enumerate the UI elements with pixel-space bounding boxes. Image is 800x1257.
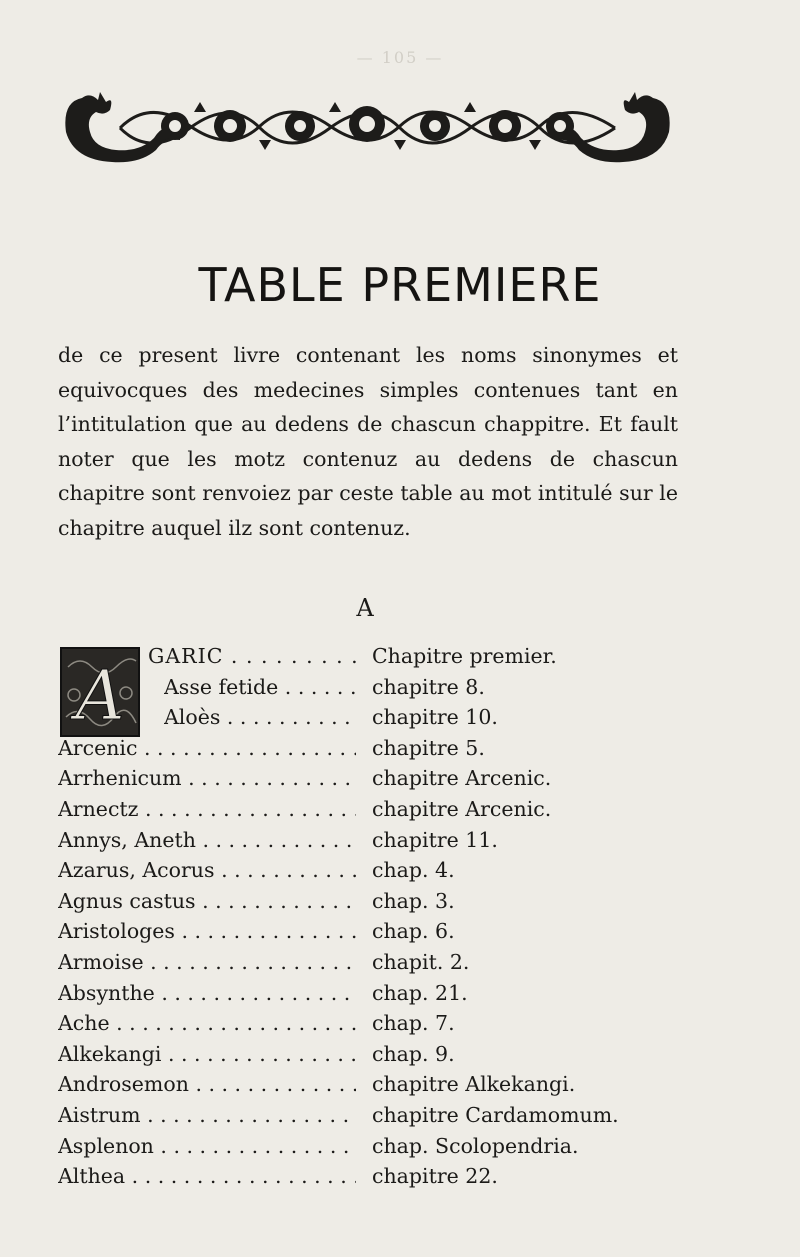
entry-name: Aloès . . . [164,705,356,729]
entry-chapter-ref: chapitre Arcenic. [372,766,552,791]
index-entry [0,981,800,1012]
entry-chapter-ref: chapitre Cardamomum. [372,1103,619,1127]
entry-chapter-ref: chapitre 22. [372,1164,498,1189]
index-entry [0,675,800,706]
entry-chapter-ref: chapitre 11. [372,827,498,852]
index-entry [0,644,800,675]
ornamental-banner [60,88,675,166]
entry-chapter-ref: Chapitre premier. [372,644,557,668]
index-entry [0,736,800,767]
intro-paragraph [58,338,678,545]
intro-text: de ce present livre contenant les noms sinonymes et equivocques des medecines simples contenues tant en l’intitulation que au dedens de chascun chappitre. Et fault noter que les motz contenuz au dedens de chascun chapitre sont renvoiez par ceste table au mot intitulé sur le chapitre auquel ilz sont contenuz. [58,343,678,540]
index-entry [0,828,800,859]
entry-name: Asplenon . . . [58,1134,356,1158]
entry-name: Arnectz . . . [58,797,356,821]
entry-chapter-ref: chap. 3. [372,888,455,913]
entry-chapter-ref: chapitre 5. [372,735,485,760]
entry-name: Agnus castus . . . [58,889,356,913]
entry-chapter-ref: chap. 9. [372,1041,455,1066]
entry-chapter-ref: chapit. 2. [372,950,470,974]
entry-chapter-ref: chapitre 8. [372,674,485,699]
entry-chapter-ref: chapitre Alkekangi. [372,1072,576,1097]
entry-name: Aristologes . . . [58,919,356,943]
index-entry [0,858,800,889]
entry-name: GARIC . . . [148,644,356,668]
entry-chapter-ref: chap. 6. [372,919,455,944]
index-entry [0,797,800,828]
index-entry [0,889,800,920]
index-entry [0,919,800,950]
entry-chapter-ref: chap. 7. [372,1011,455,1036]
section-letter: A [356,594,374,622]
page-title: TABLE PREMIERE [198,258,602,312]
index-entry [0,766,800,797]
entry-name: Aistrum . . . [58,1103,356,1127]
index-entry [0,1011,800,1042]
entry-chapter-ref: chap. 21. [372,980,468,1005]
entry-name: Azarus, Acorus . . . [58,858,356,882]
index-entry [0,1134,800,1165]
entry-chapter-ref: chapitre 10. [372,705,498,730]
entry-chapter-ref: chapitre Arcenic. [372,797,552,821]
index-entry [0,950,800,981]
entry-name: Arrhenicum . . . [58,766,356,790]
entry-name: Arcenic . . . [58,736,356,760]
entry-name: Alkekangi . . . [58,1042,356,1066]
index-entry [0,1164,800,1195]
dropcap-letter: A [75,657,125,736]
entry-name: Althea . . . [58,1164,356,1188]
entry-name: Absynthe . . . [58,981,356,1005]
entry-name: Ache . . . [58,1011,356,1035]
entry-chapter-ref: chap. 4. [372,858,455,883]
entry-chapter-ref: chap. Scolopendria. [372,1133,579,1158]
page-number: — 105 — [356,48,444,67]
index-entry [0,705,800,736]
index-entry [0,1042,800,1073]
entry-name: Asse fetide . . . [164,675,356,699]
entry-name: Annys, Aneth . . . [58,828,356,852]
entry-name: Armoise . . . [58,950,356,974]
index-entry [0,1103,800,1134]
index-entry [0,1072,800,1103]
entry-name: Androsemon . . . [58,1072,356,1096]
